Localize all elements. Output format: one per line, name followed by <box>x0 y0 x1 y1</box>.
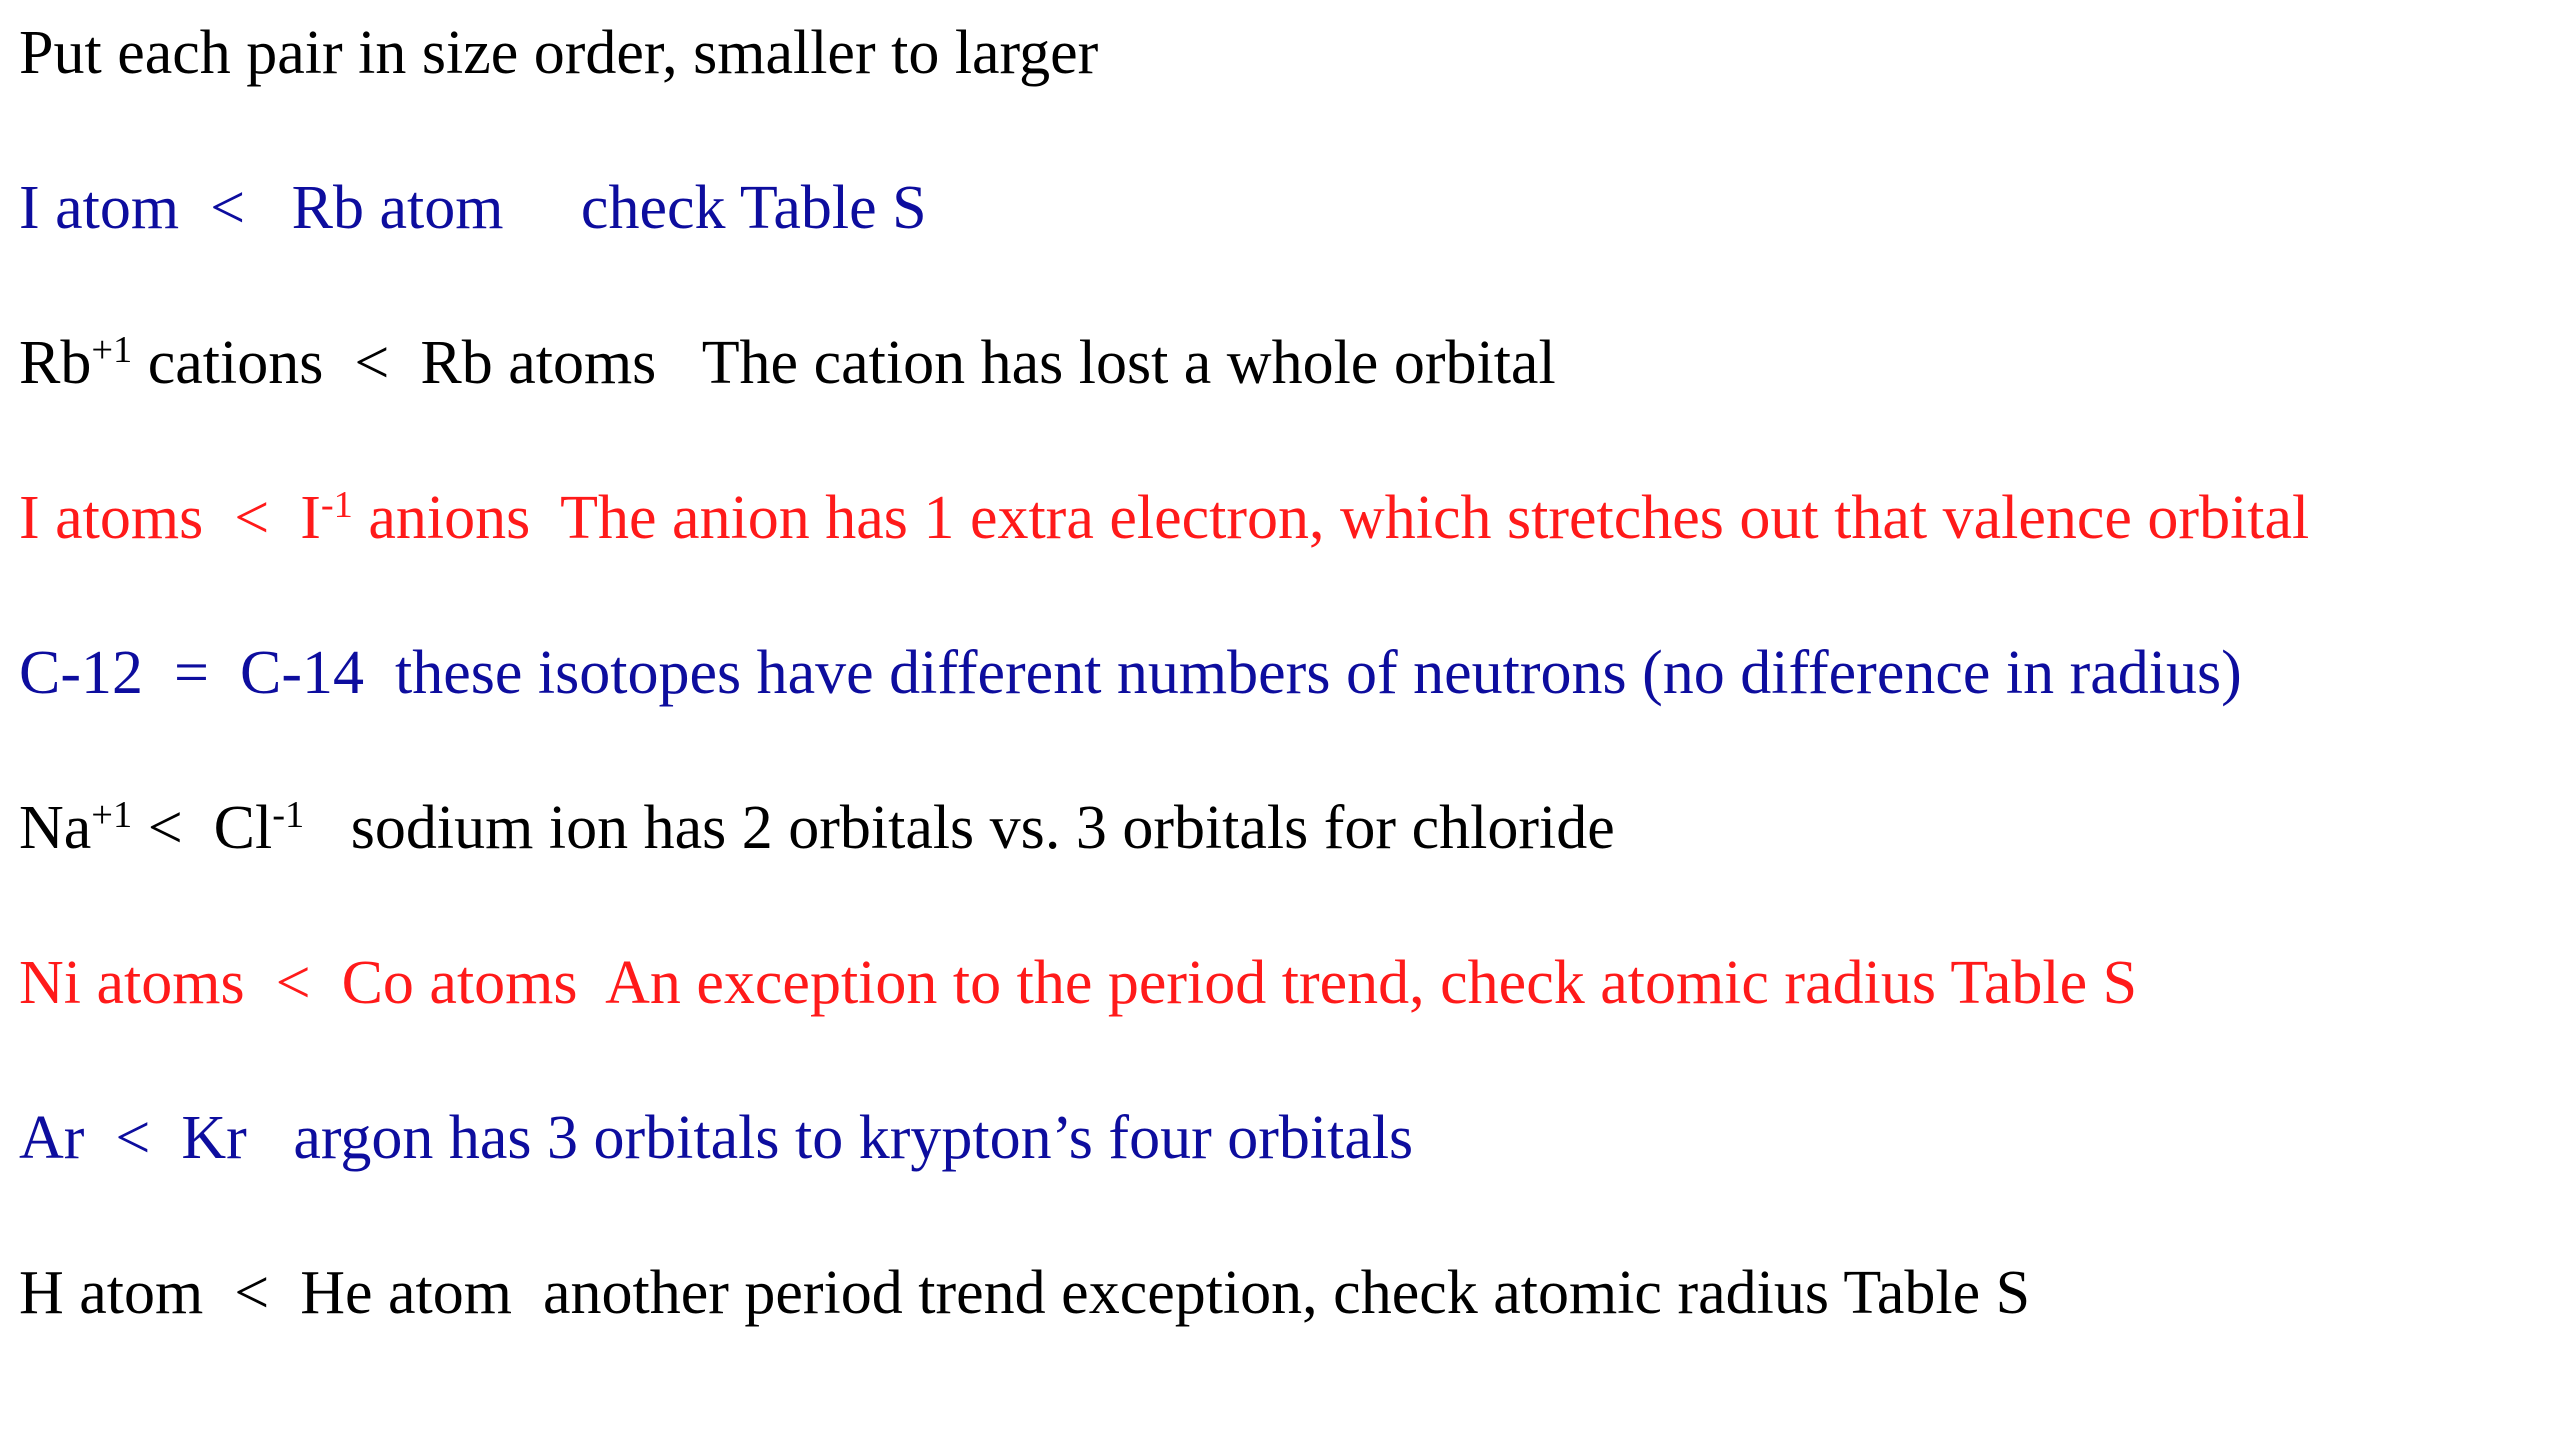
pair-3-a: I atoms <box>19 484 204 552</box>
pair-1-operator: < <box>210 174 246 242</box>
pair-5-note: sodium ion has 2 orbitals vs. 3 orbitals for chloride <box>350 794 1615 862</box>
pair-6-a: Ni atoms <box>19 949 245 1017</box>
pair-8-a: H atom <box>19 1259 204 1327</box>
pair-6-b: Co atoms <box>341 949 578 1017</box>
pair-4-operator: = <box>174 639 209 707</box>
pair-1-note: check Table S <box>580 174 927 242</box>
pair-8-operator: < <box>234 1259 270 1327</box>
pair-2-a-charge: +1 <box>91 328 133 371</box>
pair-1-a: I atom <box>19 174 180 242</box>
pair-2-operator: < <box>354 329 390 397</box>
pair-3-b: I <box>300 484 321 552</box>
pair-3-operator: < <box>234 484 270 552</box>
pair-2-b: Rb atoms <box>420 329 657 397</box>
pair-5 <box>19 793 1615 862</box>
pair-4-b: C-14 <box>239 639 364 707</box>
pair-7-b: Kr <box>181 1104 247 1172</box>
pair-8 <box>19 1259 2031 1327</box>
pair-7 <box>19 1104 1414 1172</box>
pair-6-note: An exception to the period trend, check atomic radius Table S <box>605 949 2138 1017</box>
pair-3-note: The anion has 1 extra electron, which stretches out that valence orbital <box>560 484 2310 552</box>
pair-4 <box>19 639 2242 707</box>
pair-4-note: these isotopes have different numbers of neutrons (no difference in radius) <box>394 639 2242 707</box>
pair-2-note: The cation has lost a whole orbital <box>701 329 1556 397</box>
pair-7-note: argon has 3 orbitals to krypton’s four orbitals <box>293 1104 1414 1172</box>
pair-7-a: Ar <box>19 1104 85 1172</box>
pair-2-a: Rb <box>19 329 92 397</box>
pair-2 <box>19 328 1556 397</box>
pair-7-operator: < <box>115 1104 151 1172</box>
pair-5-b-charge: -1 <box>272 793 305 836</box>
pair-8-note: another period trend exception, check atomic radius Table S <box>542 1259 2031 1327</box>
pair-5-a-charge: +1 <box>91 793 133 836</box>
pair-3 <box>19 483 2310 552</box>
pair-8-b: He atom <box>300 1259 512 1327</box>
pair-1 <box>19 174 927 242</box>
pair-5-b: Cl <box>213 794 273 862</box>
pair-3-b-tail: anions <box>352 484 531 552</box>
pair-4-a: C-12 <box>19 639 143 707</box>
pair-1-b: Rb atom <box>291 174 504 242</box>
pair-5-operator: < <box>147 794 183 862</box>
heading: Put each pair in size order, smaller to larger <box>19 19 1099 87</box>
pair-3-b-charge: -1 <box>320 483 353 526</box>
pair-2-a-tail: cations <box>132 329 324 397</box>
pair-5-a: Na <box>19 794 92 862</box>
pair-6 <box>19 949 2138 1017</box>
pair-6-operator: < <box>275 949 311 1017</box>
